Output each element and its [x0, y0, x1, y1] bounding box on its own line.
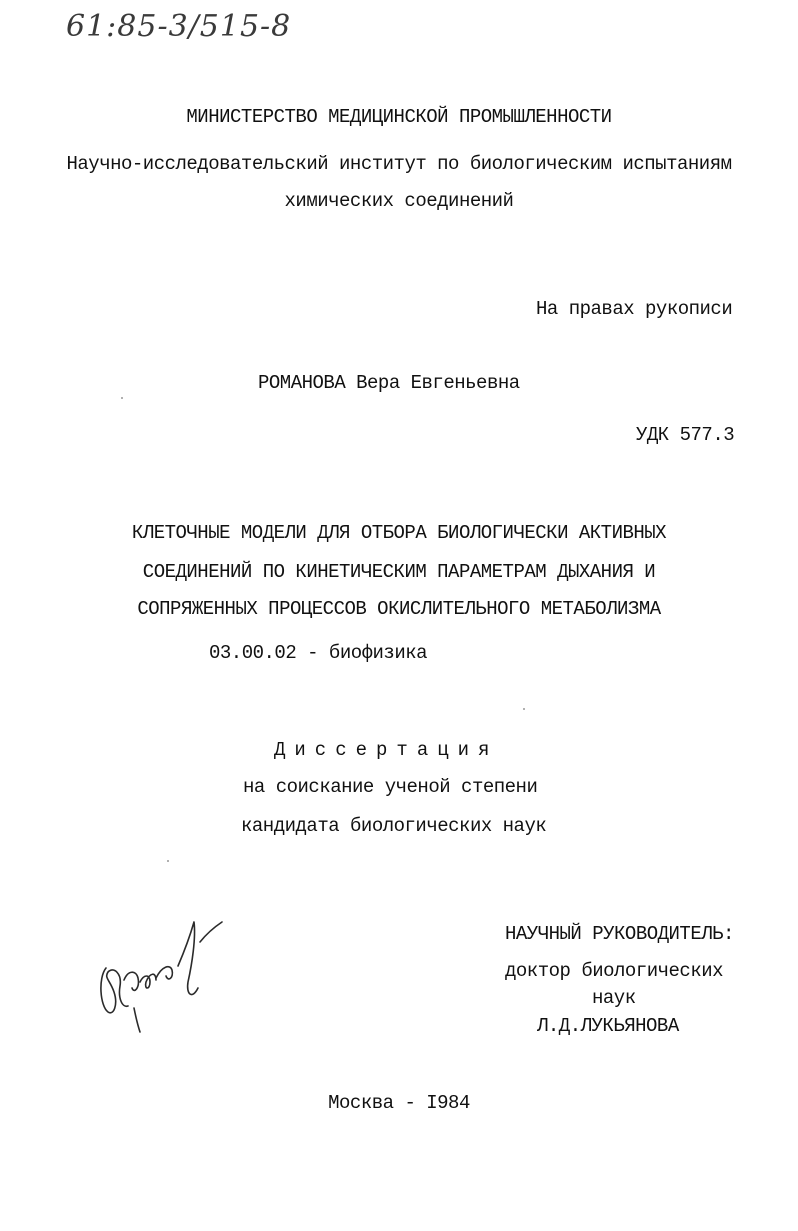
dissertation-heading: Диссертация — [274, 739, 499, 761]
supervisor-name: Л.Д.ЛУКЬЯНОВА — [537, 1015, 679, 1037]
specialty-code: 03.00.02 - биофизика — [209, 642, 428, 664]
thesis-title-line-1: КЛЕТОЧНЫЕ МОДЕЛИ ДЛЯ ОТБОРА БИОЛОГИЧЕСКИ АКТИВНЫХ — [131, 522, 667, 544]
scan-speck — [523, 708, 525, 710]
thesis-title-line-2: СОЕДИНЕНИЙ ПО КИНЕТИЧЕСКИМ ПАРАМЕТРАМ ДЫХАНИЯ И — [142, 561, 656, 583]
institute-line-1: Научно-исследовательский институт по биологическим испытаниям — [66, 153, 732, 175]
city-and-year: Москва - I984 — [328, 1092, 470, 1114]
thesis-title-line-3: СОПРЯЖЕННЫХ ПРОЦЕССОВ ОКИСЛИТЕЛЬНОГО МЕТАБОЛИЗМА — [137, 598, 661, 620]
udc-code: УДК 577.3 — [636, 424, 735, 446]
supervisor-label: НАУЧНЫЙ РУКОВОДИТЕЛЬ: — [505, 923, 734, 945]
ministry-heading: МИНИСТЕРСТВО МЕДИЦИНСКОЙ ПРОМЫШЛЕННОСТИ — [186, 106, 612, 128]
degree-line-1: на соискание ученой степени — [243, 776, 538, 798]
author-name: РОМАНОВА Вера Евгеньевна — [258, 372, 520, 394]
institute-line-2: химических соединений — [284, 190, 514, 212]
scan-speck — [167, 860, 169, 862]
supervisor-degree-line-2: наук — [592, 987, 636, 1009]
scan-speck — [121, 397, 123, 399]
supervisor-degree-line-1: доктор биологических — [505, 960, 724, 982]
manuscript-rights: На правах рукописи — [536, 298, 733, 320]
archive-number-handwritten: 61:85-3/515-8 — [66, 9, 292, 44]
author-signature — [92, 908, 232, 1038]
degree-line-2: кандидата биологических наук — [241, 815, 547, 837]
